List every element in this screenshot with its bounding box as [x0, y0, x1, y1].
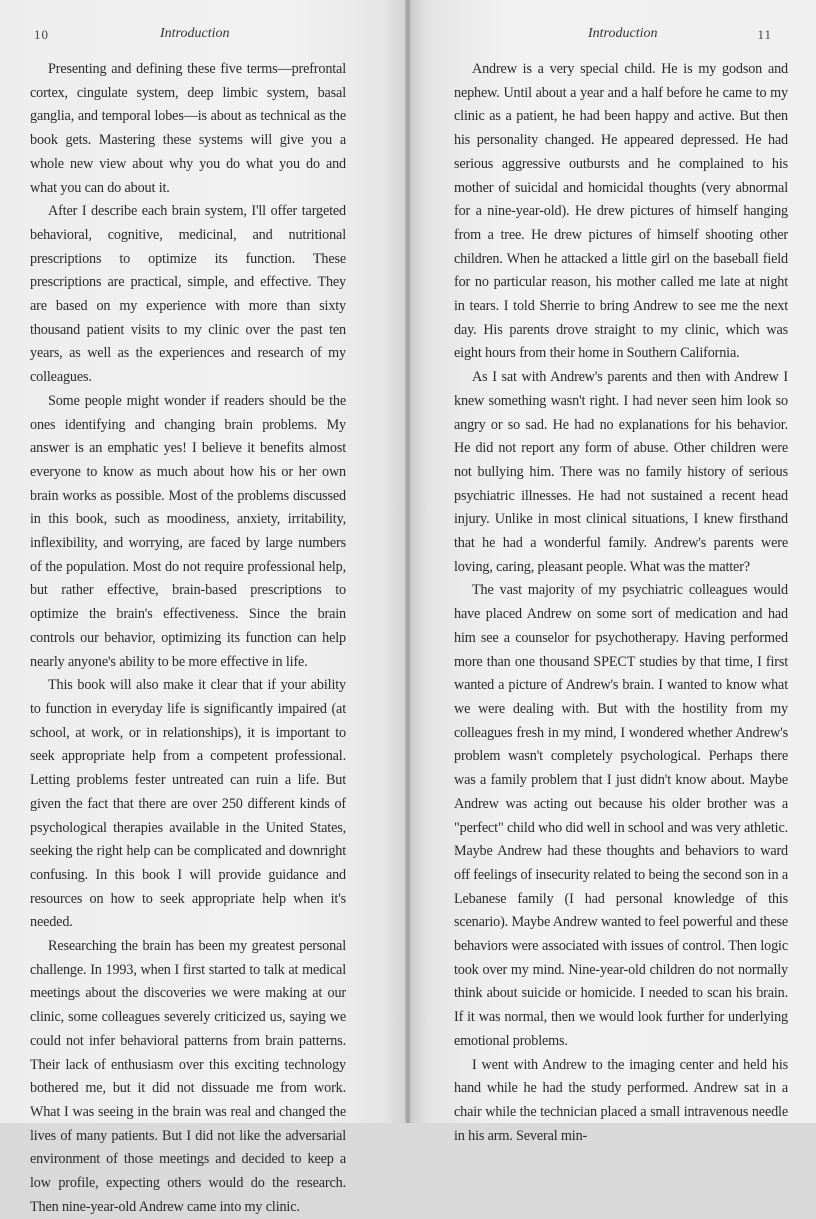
running-head-right: Introduction	[588, 26, 658, 41]
paragraph: Some people might wonder if readers should be the ones identifying and changing brain problems. My answer is an emphatic yes! I believe it benefits almost everyone to know as much about how his or her own brain works as possible. Most of the problems discussed in this book, such as moodiness, anxiety, irritability, inflexibility, and worrying, are faced by large numbers of the population. Most do not require professional help, but rather effective, brain-based prescriptions to optimize the brain's effectiveness. Since the brain controls our behavior, optimizing its function can help nearly anyone's ability to be more effective in life.	[30, 392, 346, 670]
paragraph: Presenting and defining these five terms—prefrontal cortex, cingulate system, deep limbic system, basal ganglia, and temporal lobes—is about as technical as the book gets. Mastering these systems will give you a whole new view about why you do what you do and what you can do about it.	[30, 61, 346, 196]
left-page	[0, 0, 408, 1215]
right-page-body	[454, 58, 788, 1148]
running-head-left: Introduction	[160, 26, 230, 41]
right-page	[408, 0, 816, 1144]
paragraph: I went with Andrew to the imaging center and held his hand while he had the study performed. Andrew sat in a chair while the technician placed a small intravenous needle in his arm. Several min-	[454, 1056, 788, 1144]
page-number-right: 11	[757, 27, 772, 42]
paragraph: As I sat with Andrew's parents and then with Andrew I knew something wasn't right. I had never seen him look so angry or so sad. He had no explanations for his behavior. He did not report any form of abuse. Other children were not bullying him. There was no family history of serious psychiatric illnesses. He had not sustained a recent head injury. Unlike in most clinical situations, I knew firsthand that he had a wonderful family. Andrew's parents were loving, caring, pleasant people. What was the matter?	[454, 369, 788, 575]
paragraph: This book will also make it clear that if your ability to function in everyday life is significantly impaired (at school, at work, or in relationships), it is important to seek appropriate help from a competent professional. Letting problems fester untreated can ruin a life. But given the fact that there are over 250 different kinds of psychological therapies available in the United States, seeking the right help can be complicated and downright confusing. In this book I will provide guidance and resources on how to seek appropriate help when it's needed.	[30, 677, 346, 931]
page-number-left: 10	[34, 27, 49, 42]
paragraph: Researching the brain has been my greatest personal challenge. In 1993, when I first started to talk at medical meetings about the discoveries we were making at our clinic, some colleagues severely criticized us, saying we could not infer behavioral patterns from brain patterns. Their lack of enthusiasm over this exciting technology bothered me, but it did not dissuade me from work. What I was seeing in the brain was real and changed the lives of many patients. But I did not like the adversarial environment of those meetings and decided to keep a low profile, expecting others would do the research. Then nine-year-old Andrew came into my clinic.	[30, 938, 346, 1215]
left-page-body	[30, 58, 346, 1219]
paragraph: After I describe each brain system, I'll offer targeted behavioral, cognitive, medicinal, and nutritional prescriptions to optimize its function. These prescriptions are practical, simple, and effective. They are based on my experience with more than sixty thousand patient visits to my clinic over the past ten years, as well as the experiences and research of my colleagues.	[30, 203, 346, 386]
paragraph: Andrew is a very special child. He is my godson and nephew. Until about a year and a half before he came to my clinic as a patient, he had been happy and active. But then his personality changed. He appeared depressed. He had serious aggressive outbursts and he complained to his mother of suicidal and homicidal thoughts (very abnormal for a nine-year-old). He drew pictures of himself hanging from a tree. He drew pictures of himself shooting other children. When he attacked a little girl on the baseball field for no particular reason, his mother called me late at night in tears. I told Sherrie to bring Andrew to see me the next day. His parents drove straight to my clinic, which was eight hours from their home in Southern California.	[454, 61, 788, 362]
paragraph: The vast majority of my psychiatric colleagues would have placed Andrew on some sort of medication and had him see a counselor for psychotherapy. Having performed more than one thousand SPECT studies by that time, I first wanted a picture of Andrew's brain. I wanted to know what we were dealing with. But with the hostility from my colleagues fresh in my mind, I wondered whether Andrew's problem wasn't completely psychological. Perhaps there was a family problem that I just didn't know about. Maybe Andrew was acting out because his older brother was a "perfect" child who did well in school and was very athletic. Maybe Andrew had these thoughts and behaviors to ward off feelings of insecurity related to being the second son in a Lebanese family (I had personal knowledge of this scenario). Maybe Andrew wanted to feel powerful and these behaviors were associated with issues of control. Then logic took over my mind. Nine-year-old children do not normally think about suicide or homicide. I needed to scan his brain. If it was normal, then we would look further for underlying emotional problems.	[454, 582, 788, 1049]
